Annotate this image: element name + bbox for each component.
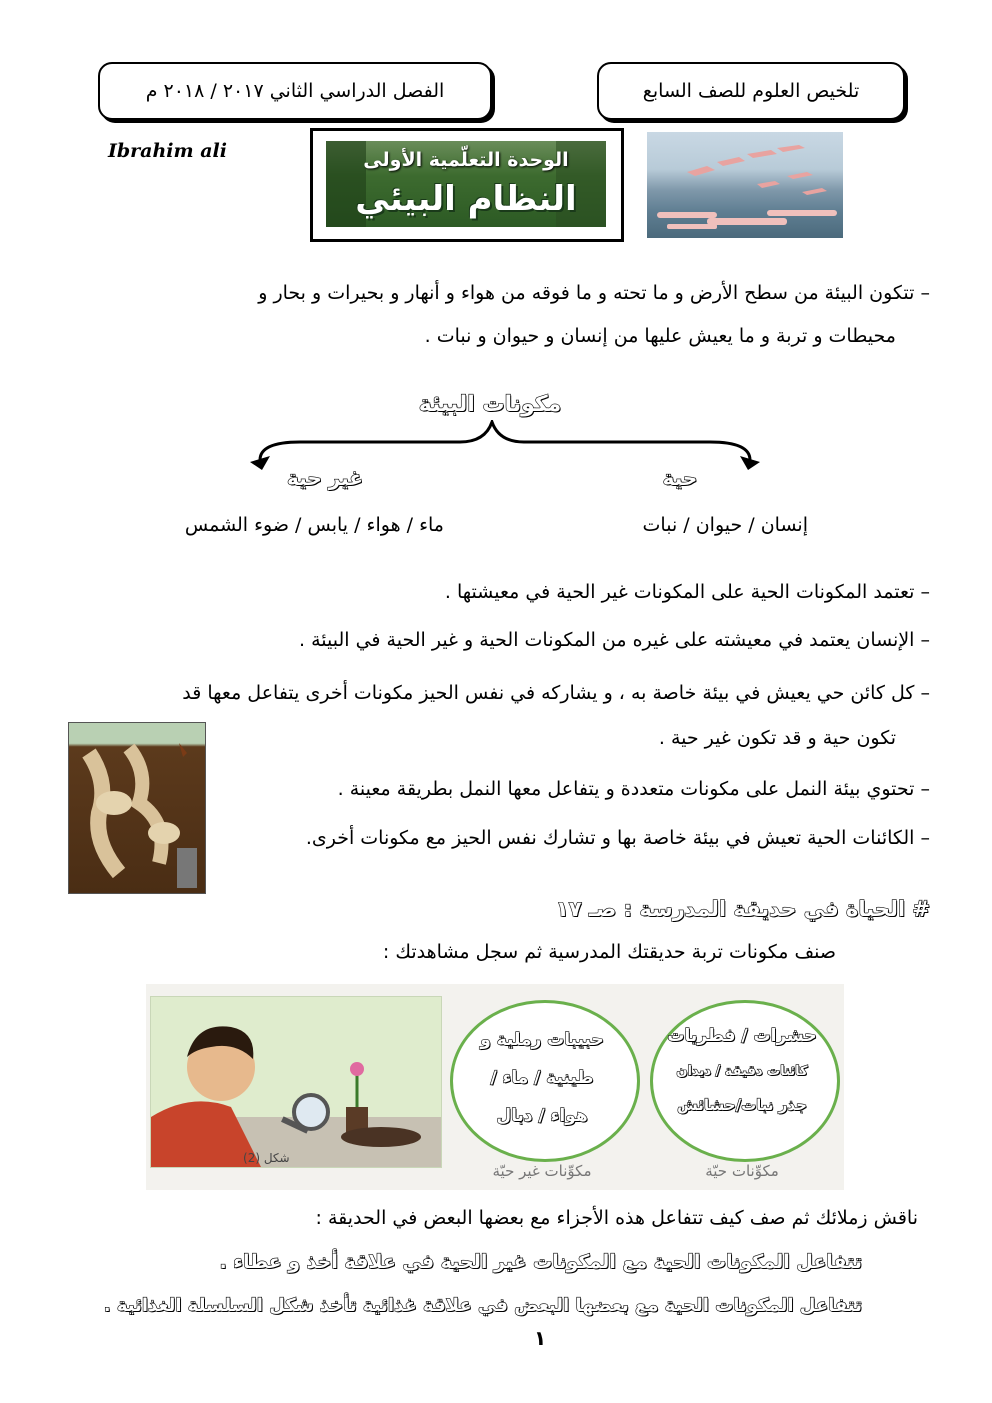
garden-figure: [146, 984, 844, 1190]
living-items: إنسان / حيوان / نبات: [642, 514, 808, 536]
discussion-answer-2: تتفاعل المكونات الحية مع بعضها البعض في علاقة غذائية تأخذ شكل السلسلة الغذائية .: [103, 1295, 862, 1316]
point-3b: تكون حية و قد تكون غير حية .: [658, 727, 896, 749]
boy-illustration: [150, 996, 442, 1168]
living-circle-line-1: حشرات / فطريات: [667, 1026, 817, 1046]
living-caption: مكوِّنات حيّة: [705, 1162, 779, 1180]
living-circle: [650, 1000, 840, 1162]
figure-label: شكل (2): [243, 1151, 290, 1165]
components-title: مكونات البيئة: [418, 392, 562, 417]
nonliving-circle-line-1: حبيبات رملية و: [480, 1030, 604, 1050]
page-number: ١: [534, 1326, 547, 1350]
unit-title-line2: النظام البيئي: [355, 179, 577, 219]
author-name: Ibrahim ali: [108, 140, 227, 162]
living-circle-line-2: كائنات دقيقة / ديدان: [676, 1064, 808, 1079]
title-box-left: [98, 62, 492, 120]
nonliving-circle-line-3: هواء / دبال: [496, 1106, 588, 1126]
garden-heading: # الحياة في حديقة المدرسة : صـ ١٧: [555, 897, 930, 921]
unit-banner-image: [326, 141, 606, 227]
point-2: – الإنسان يعتمد في معيشته على غيره من المكونات الحية و غير الحية في البيئة .: [299, 629, 930, 651]
nonliving-caption: مكوِّنات غير حيّة: [492, 1162, 592, 1180]
discussion-question: ناقش زملائك ثم صف كيف تتفاعل هذه الأجزاء مع بعضها البعض في الحديقة :: [315, 1207, 918, 1229]
point-5: – الكائنات الحية تعيش في بيئة خاصة بها و تشارك نفس الحيز مع مكونات أخرى.: [305, 827, 930, 849]
point-3a: – كل كائن حي يعيش في بيئة خاصة به ، و يشاركه في نفس الحيز مكونات أخرى يتفاعل معها قد: [182, 682, 930, 704]
flamingo-photo: [647, 132, 843, 238]
nonliving-items: ماء / هواء / يابس / ضوء الشمس: [184, 514, 444, 536]
point-1: – تعتمد المكونات الحية على المكونات غير الحية في معيشتها .: [444, 581, 930, 603]
subject-title: تلخيص العلوم للصف السابع: [642, 80, 860, 102]
unit-title-line1: الوحدة التعلّمية الأولى: [363, 149, 569, 171]
garden-instruction: صنف مكونات تربة حديقتك المدرسية ثم سجل مشاهدتك :: [382, 941, 836, 963]
point-4: – تحتوي بيئة النمل على مكونات متعددة و يتفاعل معها النمل بطريقة معينة .: [337, 778, 930, 800]
discussion-answer-1: تتفاعل المكونات الحية مع المكونات غير الحية في علاقة أخذ و عطاء .: [219, 1251, 862, 1273]
ant-colony-image: [68, 722, 206, 894]
unit-banner: [310, 128, 624, 242]
semester-title: الفصل الدراسي الثاني ٢٠١٧ / ٢٠١٨ م: [145, 80, 445, 102]
living-label: حية: [662, 466, 698, 490]
flamingo-icon: [647, 132, 843, 238]
living-circle-line-3: جذر نبات/حشائش: [677, 1096, 807, 1114]
title-box-right: [597, 62, 905, 120]
nonliving-circle-line-2: طينية / ماء /: [490, 1068, 594, 1088]
intro-line-2: محيطات و تربة و ما يعيش عليها من إنسان و حيوان و نبات .: [424, 325, 896, 347]
intro-line-1: – تتكون البيئة من سطح الأرض و ما تحته و ما فوقه من هواء و أنهار و بحيرات و بحار و: [258, 282, 930, 304]
nonliving-label: غير حية: [287, 466, 363, 490]
